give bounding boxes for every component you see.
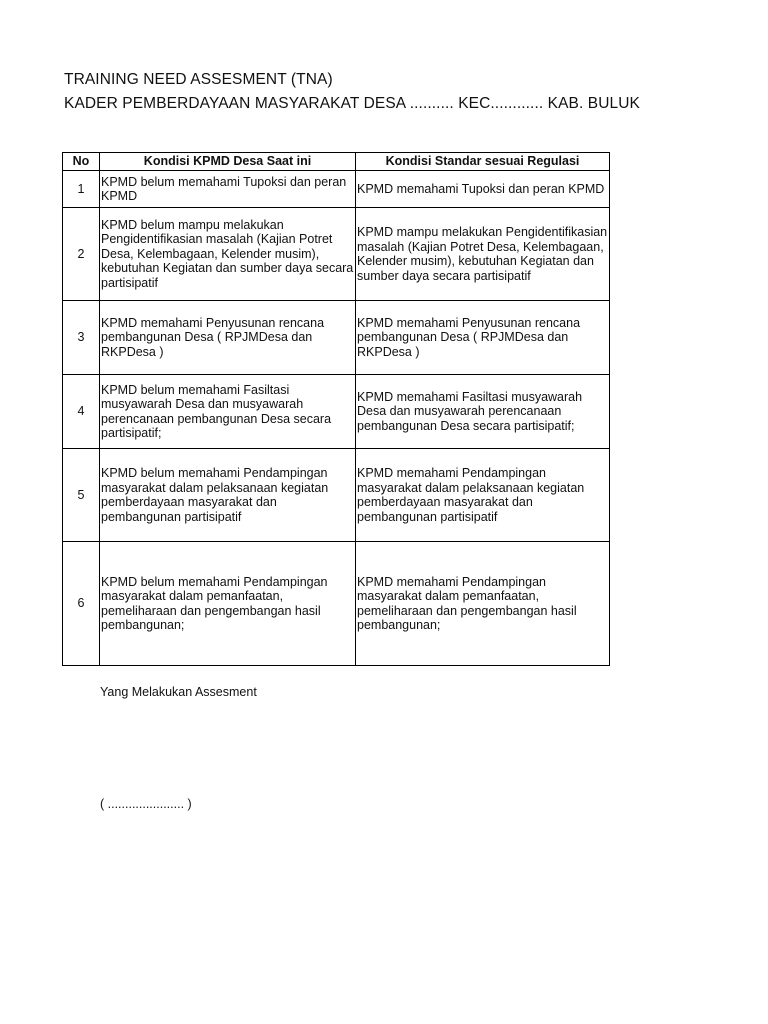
table-row [63, 301, 610, 375]
standard-condition-cell: KPMD memahami Fasiltasi musyawarah Desa dan musyawarah perencanaan pembangunan Desa secara partisipatif; [356, 375, 610, 449]
current-condition-cell: KPMD belum mampu melakukan Pengidentifikasian masalah (Kajian Potret Desa, Kelembagaan, Kelender musim), kebutuhan Kegiatan dan sumber daya secara partisipatif [100, 208, 356, 301]
row-number: 6 [63, 542, 100, 666]
row-number: 1 [63, 171, 100, 208]
table-header-row [63, 153, 610, 171]
row-number: 5 [63, 449, 100, 542]
column-header-no: No [63, 153, 100, 171]
table-row [63, 208, 610, 301]
current-condition-cell: KPMD belum memahami Tupoksi dan peran KPMD [100, 171, 356, 208]
document-title: TRAINING NEED ASSESMENT (TNA) [64, 71, 333, 88]
standard-condition-cell: KPMD memahami Pendampingan masyarakat dalam pemanfaatan, pemeliharaan dan pengembangan hasil pembangunan; [356, 542, 610, 666]
column-header-current-condition: Kondisi KPMD Desa Saat ini [100, 153, 356, 171]
table-row [63, 171, 610, 208]
current-condition-cell: KPMD belum memahami Pendampingan masyarakat dalam pelaksanaan kegiatan pemberdayaan masyarakat dan pembangunan partisipatif [100, 449, 356, 542]
signature-label: Yang Melakukan Assesment [100, 685, 257, 699]
column-header-standard-condition: Kondisi Standar sesuai Regulasi [356, 153, 610, 171]
table-row [63, 449, 610, 542]
row-number: 2 [63, 208, 100, 301]
current-condition-cell: KPMD belum memahami Pendampingan masyarakat dalam pemanfaatan, pemeliharaan dan pengembangan hasil pembangunan; [100, 542, 356, 666]
row-number: 3 [63, 301, 100, 375]
tna-table [62, 152, 610, 666]
document-subtitle: KADER PEMBERDAYAAN MASYARAKAT DESA .......... KEC............ KAB. BULUK [64, 95, 640, 112]
standard-condition-cell: KPMD memahami Penyusunan rencana pembangunan Desa ( RPJMDesa dan RKPDesa ) [356, 301, 610, 375]
row-number: 4 [63, 375, 100, 449]
signature-name-placeholder: ( ...................... ) [100, 797, 192, 811]
standard-condition-cell: KPMD memahami Pendampingan masyarakat dalam pelaksanaan kegiatan pemberdayaan masyarakat dan pembangunan partisipatif [356, 449, 610, 542]
current-condition-cell: KPMD memahami Penyusunan rencana pembangunan Desa ( RPJMDesa dan RKPDesa ) [100, 301, 356, 375]
table-row [63, 542, 610, 666]
standard-condition-cell: KPMD memahami Tupoksi dan peran KPMD [356, 171, 610, 208]
current-condition-cell: KPMD belum memahami Fasiltasi musyawarah Desa dan musyawarah perencanaan pembangunan Desa secara partisipatif; [100, 375, 356, 449]
standard-condition-cell: KPMD mampu melakukan Pengidentifikasian masalah (Kajian Potret Desa, Kelembagaan, Kelender musim), kebutuhan Kegiatan dan sumber daya secara partisipatif [356, 208, 610, 301]
table-row [63, 375, 610, 449]
